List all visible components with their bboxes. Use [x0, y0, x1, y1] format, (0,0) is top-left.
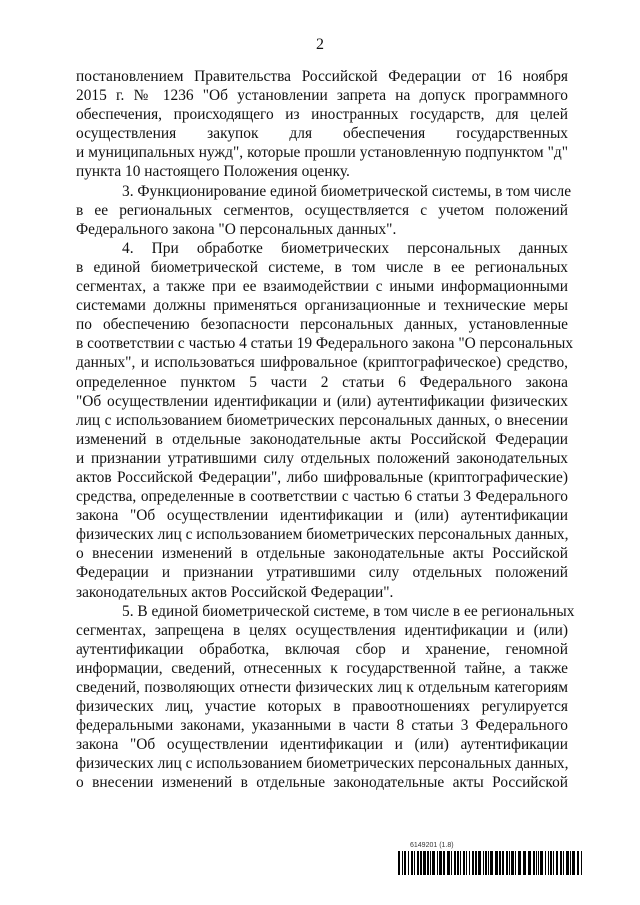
- text-line: 5. В единой биометрической системе, в том числе в ее региональных: [122, 602, 575, 620]
- text-line: информации, сведений, отнесенных к государственной тайне, а также: [76, 659, 568, 677]
- barcode-bar: [483, 851, 484, 875]
- text-line: о внесении изменений в отдельные законодательные акты Российской: [76, 545, 568, 563]
- text-line: системами должны применяться организационные и технические меры: [76, 297, 568, 315]
- text-line: сведений, позволяющих отнести физических лиц к отдельным категориям: [76, 679, 568, 696]
- text-line: сегментах, запрещена в целях осуществления идентификации и (или): [76, 621, 568, 639]
- text-line: осуществления закупок для обеспечения государственных: [76, 125, 568, 143]
- text-line: постановлением Правительства Российской Федерации от 16 ноября: [76, 68, 568, 85]
- text-line: законодательных актов Российской Федерации".: [76, 583, 394, 601]
- barcode-bar: [495, 851, 498, 875]
- barcode-bar: [506, 851, 508, 875]
- page-number: 2: [316, 36, 324, 53]
- text-line: определенное пунктом 5 части 2 статьи 6 Федерального закона: [76, 373, 568, 391]
- barcode-bar: [402, 851, 403, 875]
- text-line: лиц с использованием биометрических персональных данных, о внесении: [76, 411, 568, 429]
- barcode-bar: [488, 851, 489, 875]
- barcode-bar: [563, 851, 564, 875]
- text-line: и признании утратившими силу отдельных положений законодательных: [76, 449, 568, 467]
- barcode-bar: [528, 851, 531, 875]
- barcode-label: 6149201 (1.8): [410, 842, 454, 849]
- barcode-bar: [556, 851, 558, 875]
- barcode-bar: [515, 851, 516, 875]
- text-line: в ее региональных сегментов, осуществляется с учетом положений: [76, 201, 568, 219]
- text-line: данных", и использоваться шифровальное (криптографическое) средство,: [76, 354, 568, 372]
- barcode-bar: [427, 851, 429, 875]
- text-line: Федерального закона "О персональных данных".: [76, 220, 397, 238]
- barcode-bar: [420, 851, 422, 875]
- barcode-bar: [447, 851, 450, 875]
- barcode-bar: [430, 851, 431, 875]
- text-line: аутентификации обработка, включая сбор и хранение, геномной: [76, 640, 568, 658]
- text-line: средства, определенные в соответствии с частью 6 статьи 3 Федерального: [76, 488, 568, 506]
- barcode-bar: [451, 851, 452, 875]
- text-line: физических лиц с использованием биометрических персональных данных,: [76, 755, 569, 773]
- barcode-bar: [454, 851, 456, 875]
- barcode-bar: [398, 851, 400, 875]
- barcode-bar: [533, 851, 535, 875]
- barcode-bar: [518, 851, 521, 875]
- barcode-bar: [499, 851, 501, 875]
- barcode-bar: [432, 851, 435, 875]
- text-line: обеспечения, происходящего из иностранных государств, для целей: [76, 106, 568, 124]
- text-line: актов Российской Федерации", либо шифровальные (криптографические): [76, 468, 568, 486]
- barcode-bar: [570, 851, 571, 875]
- text-line: в соответствии с частью 4 статьи 19 Федерального закона "О персональных: [76, 335, 574, 353]
- barcode-bar: [460, 851, 461, 875]
- barcode-bar: [437, 851, 438, 875]
- barcode-bar: [572, 851, 575, 875]
- barcode-bar: [538, 851, 539, 875]
- barcode-bar: [560, 851, 562, 875]
- barcode-bar: [581, 851, 582, 875]
- text-line: сегментах, а также при ее взаимодействии с иными информационными: [76, 278, 568, 296]
- text-line: закона "Об осуществлении идентификации и (или) аутентификации: [76, 507, 568, 525]
- text-line: о внесении изменений в отдельные законодательные акты Российской: [76, 774, 568, 792]
- text-line: 4. При обработке биометрических персональных данных: [122, 239, 568, 257]
- text-line: и муниципальных нужд", которые прошли установленную подпунктом "д": [76, 144, 568, 162]
- text-line: "Об осуществлении идентификации и (или) аутентификации физических: [76, 392, 568, 410]
- text-line: физических лиц, участие которых в правоотношениях регулируется: [76, 698, 568, 716]
- text-line: закона "Об осуществлении идентификации и (или) аутентификации: [76, 736, 568, 754]
- barcode-bar: [463, 851, 465, 875]
- text-line: пункта 10 настоящего Положения оценку.: [76, 163, 350, 181]
- text-line: 2015 г. № 1236 "Об установлении запрета на допуск программного: [76, 87, 568, 105]
- text-line: Федерации и признании утратившими силу отдельных положений: [76, 564, 568, 582]
- document-body-text: [76, 67, 575, 793]
- barcode-bar: [408, 851, 409, 875]
- text-line: по обеспечению безопасности персональных данных, установленные: [76, 316, 568, 334]
- barcode-bar: [509, 851, 510, 875]
- barcode-bar: [466, 851, 467, 875]
- barcode-bar: [502, 851, 504, 875]
- barcode-bar: [472, 851, 474, 875]
- barcode-bar: [550, 851, 552, 875]
- text-line: в единой биометрической системе, в том числе в ее региональных: [76, 258, 568, 276]
- text-line: федеральными законами, указанными в части 8 статьи 3 Федерального: [76, 717, 568, 735]
- barcode-bar: [414, 851, 415, 875]
- barcode-bar: [553, 851, 554, 875]
- text-line: физических лиц с использованием биометрических персональных данных,: [76, 526, 569, 544]
- barcode-bar: [443, 851, 445, 875]
- barcode-image: [398, 851, 584, 875]
- barcode-bar: [511, 851, 514, 875]
- barcode-bar: [457, 851, 459, 875]
- barcode-bar: [475, 851, 477, 875]
- barcode-bar: [523, 851, 526, 875]
- barcode-bar: [423, 851, 426, 875]
- text-line: 3. Функционирование единой биометрической системы, в том числе: [122, 182, 572, 200]
- barcode-bar: [540, 851, 543, 875]
- barcode-bar: [439, 851, 442, 875]
- barcode-block: [398, 841, 584, 875]
- barcode-bar: [536, 851, 537, 875]
- text-line: изменений в отдельные законодательные акты Российской Федерации: [76, 430, 568, 448]
- barcode-bar: [417, 851, 419, 875]
- barcode-bar: [478, 851, 481, 875]
- barcode-bar: [469, 851, 470, 875]
- barcode-bar: [548, 851, 549, 875]
- barcode-bar: [411, 851, 413, 875]
- barcode-bar: [577, 851, 579, 875]
- barcode-bar: [485, 851, 487, 875]
- barcode-bar: [404, 851, 406, 875]
- barcode-bar: [566, 851, 569, 875]
- barcode-bar: [490, 851, 493, 875]
- barcode-bar: [545, 851, 546, 875]
